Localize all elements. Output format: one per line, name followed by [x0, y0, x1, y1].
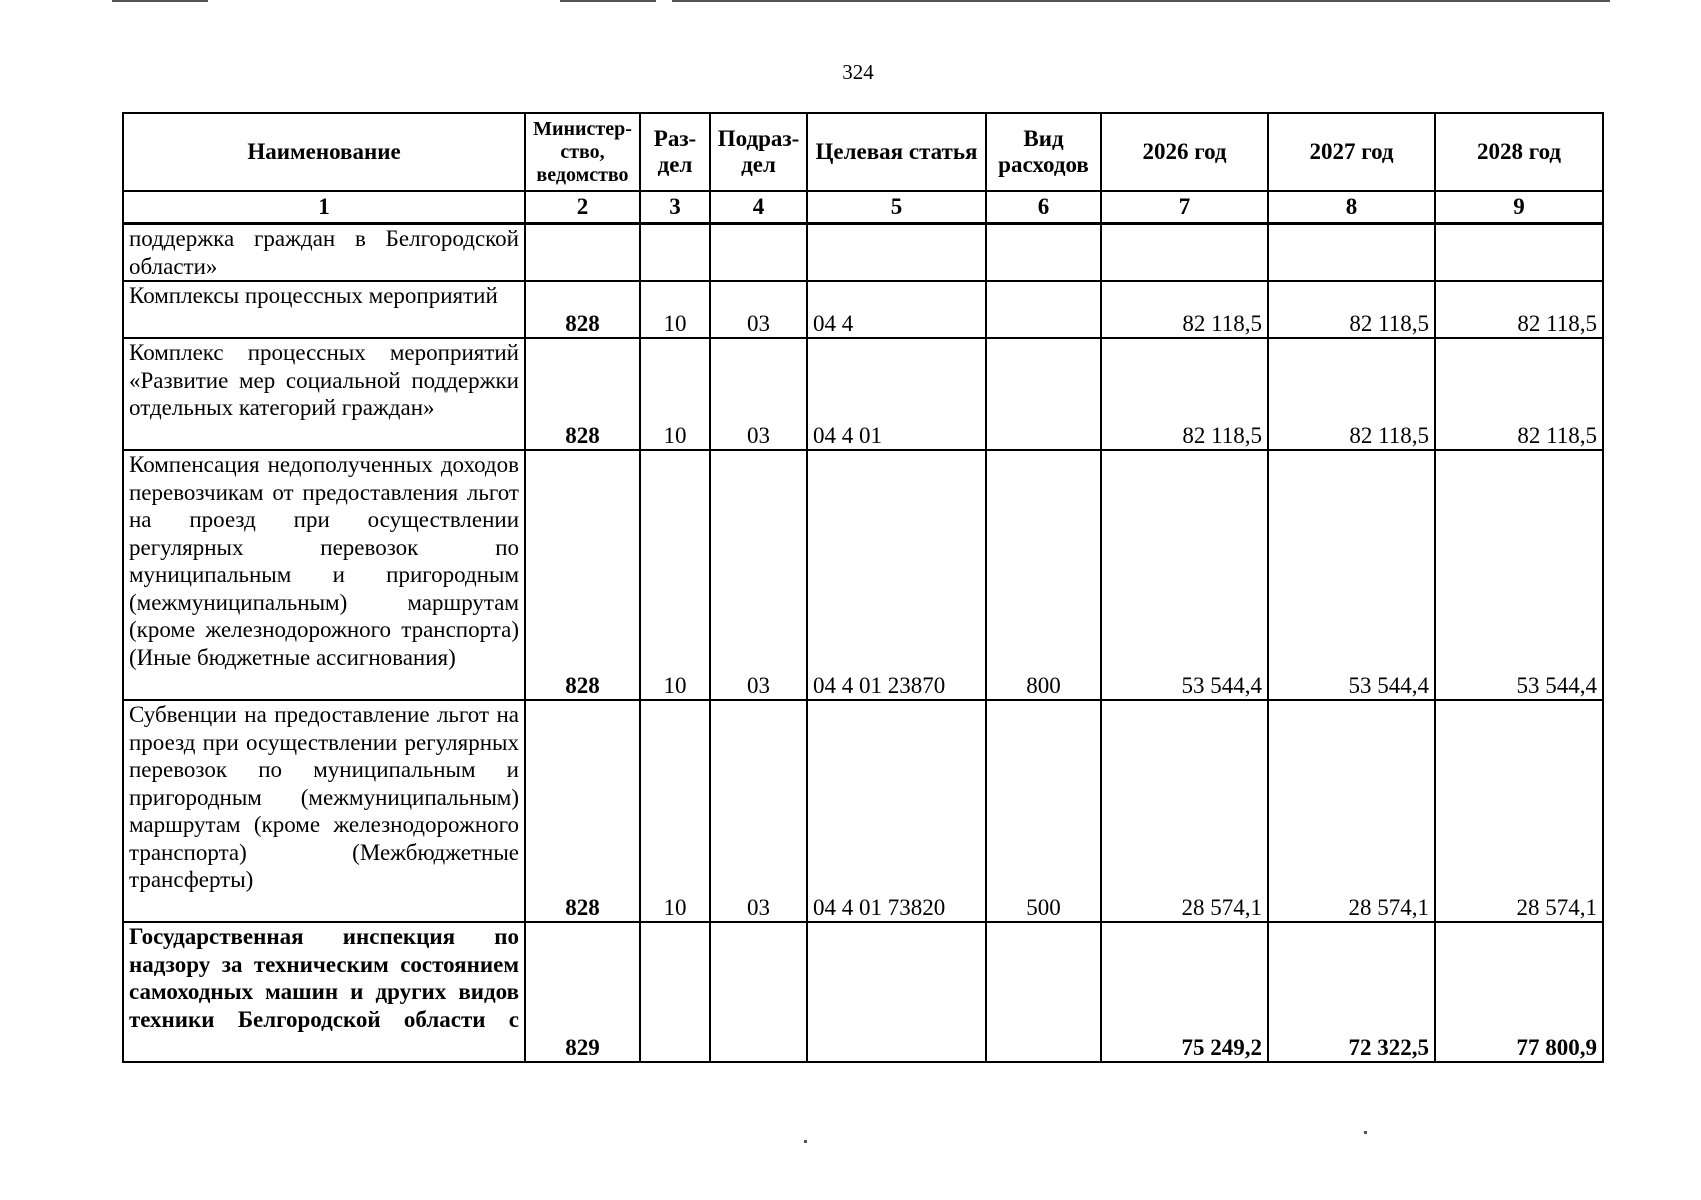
row-subsection	[710, 922, 807, 1062]
row-ministry	[525, 224, 640, 282]
scan-edge-line	[672, 0, 1610, 2]
budget-table	[122, 112, 1604, 1063]
row-target: 04 4 01 73820	[807, 700, 986, 922]
row-2028: 53 544,4	[1435, 450, 1603, 700]
row-2026: 82 118,5	[1101, 338, 1268, 450]
row-expense-type: 500	[986, 700, 1101, 922]
header-target: Целевая статья	[807, 113, 986, 191]
header-2027: 2027 год	[1268, 113, 1435, 191]
row-2027: 82 118,5	[1268, 281, 1435, 338]
row-2028: 77 800,9	[1435, 922, 1603, 1062]
header-subsection: Подраз-дел	[710, 113, 807, 191]
row-subsection: 03	[710, 700, 807, 922]
row-ministry: 829	[525, 922, 640, 1062]
row-subsection: 03	[710, 281, 807, 338]
row-subsection: 03	[710, 338, 807, 450]
row-2028: 82 118,5	[1435, 338, 1603, 450]
header-ministry: Министер-ство, ведомство	[525, 113, 640, 191]
row-2026	[1101, 224, 1268, 282]
row-target: 04 4 01 23870	[807, 450, 986, 700]
row-2027: 72 322,5	[1268, 922, 1435, 1062]
header-expense-type: Вид расходов	[986, 113, 1101, 191]
column-number-row	[123, 191, 1603, 224]
row-section	[640, 224, 710, 282]
row-section: 10	[640, 338, 710, 450]
row-target	[807, 224, 986, 282]
col-number: 1	[123, 191, 525, 224]
row-expense-type	[986, 922, 1101, 1062]
table-row	[123, 338, 1603, 450]
col-number: 6	[986, 191, 1101, 224]
table-row	[123, 922, 1603, 1062]
header-2026: 2026 год	[1101, 113, 1268, 191]
row-target: 04 4	[807, 281, 986, 338]
col-number: 9	[1435, 191, 1603, 224]
row-expense-type	[986, 224, 1101, 282]
row-2026: 53 544,4	[1101, 450, 1268, 700]
row-ministry: 828	[525, 338, 640, 450]
col-number: 4	[710, 191, 807, 224]
table-row	[123, 224, 1603, 282]
row-2027: 28 574,1	[1268, 700, 1435, 922]
col-number: 5	[807, 191, 986, 224]
header-section: Раз-дел	[640, 113, 710, 191]
row-subsection	[710, 224, 807, 282]
row-section	[640, 922, 710, 1062]
row-name: Государственная инспекция по надзору за техническим состоянием самоходных машин и других видов техники Белгородской области с	[123, 922, 525, 1062]
row-name: Субвенции на предоставление льгот на проезд при осуществлении регулярных перевозок по муниципальным и пригородным (межмуниципальным) маршрутам (кроме железнодорожного транспорта) (Межбюджетные трансферты)	[123, 700, 525, 922]
col-number: 8	[1268, 191, 1435, 224]
scan-speck	[804, 1140, 807, 1143]
row-name: Компенсация недополученных доходов перевозчикам от предоставления льгот на проезд при осуществлении регулярных перевозок по муниципальным и пригородным (межмуниципальным) маршрутам (кроме железнодорожного транспорта) (Иные бюджетные ассигнования)	[123, 450, 525, 700]
row-name: Комплекс процессных мероприятий «Развитие мер социальной поддержки отдельных категорий граждан»	[123, 338, 525, 450]
scan-edge-line	[112, 0, 208, 2]
row-2027: 53 544,4	[1268, 450, 1435, 700]
row-section: 10	[640, 700, 710, 922]
table-row	[123, 450, 1603, 700]
row-2027	[1268, 224, 1435, 282]
table-row	[123, 281, 1603, 338]
row-expense-type: 800	[986, 450, 1101, 700]
table-row	[123, 700, 1603, 922]
row-section: 10	[640, 450, 710, 700]
scan-speck	[1364, 1131, 1367, 1134]
row-2026: 82 118,5	[1101, 281, 1268, 338]
row-name: поддержка граждан в Белгородской области»	[123, 224, 525, 282]
row-target: 04 4 01	[807, 338, 986, 450]
scan-edge-line	[560, 0, 656, 2]
row-2026: 75 249,2	[1101, 922, 1268, 1062]
row-2028	[1435, 224, 1603, 282]
row-ministry: 828	[525, 700, 640, 922]
row-target	[807, 922, 986, 1062]
row-2026: 28 574,1	[1101, 700, 1268, 922]
row-2027: 82 118,5	[1268, 338, 1435, 450]
col-number: 2	[525, 191, 640, 224]
row-name: Комплексы процессных мероприятий	[123, 281, 525, 338]
row-section: 10	[640, 281, 710, 338]
col-number: 3	[640, 191, 710, 224]
row-ministry: 828	[525, 450, 640, 700]
row-2028: 82 118,5	[1435, 281, 1603, 338]
col-number: 7	[1101, 191, 1268, 224]
row-subsection: 03	[710, 450, 807, 700]
table-header-row	[123, 113, 1603, 191]
header-name: Наименование	[123, 113, 525, 191]
row-expense-type	[986, 338, 1101, 450]
row-ministry: 828	[525, 281, 640, 338]
header-2028: 2028 год	[1435, 113, 1603, 191]
row-2028: 28 574,1	[1435, 700, 1603, 922]
row-expense-type	[986, 281, 1101, 338]
page-number: 324	[842, 60, 874, 84]
